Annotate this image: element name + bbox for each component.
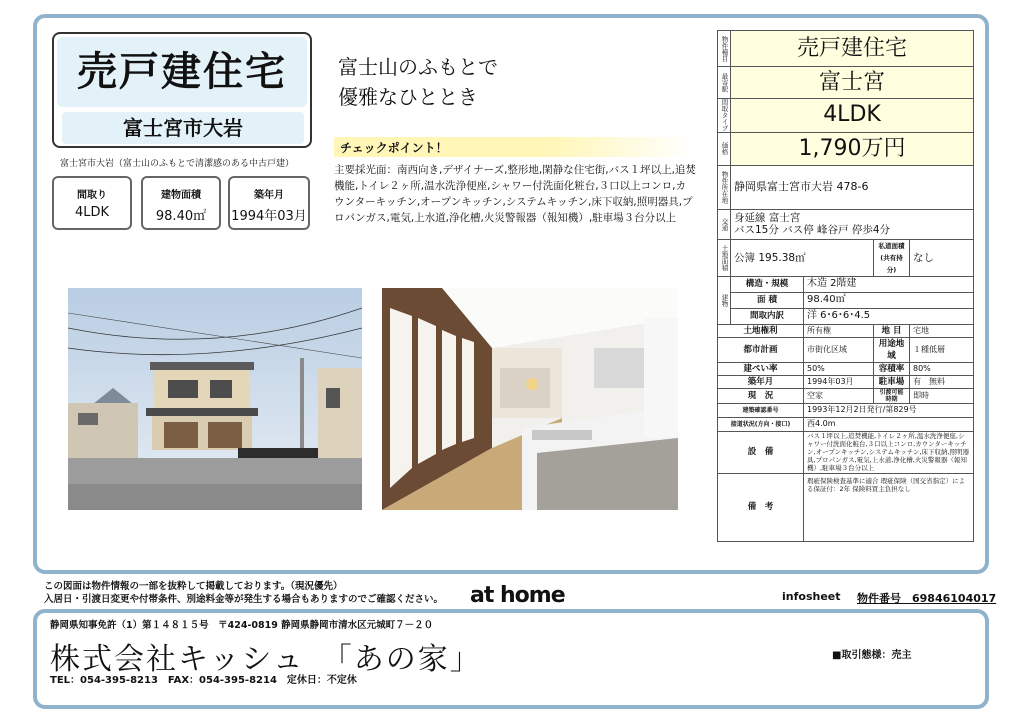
checkpoint-title: チェックポイント！ (340, 141, 448, 155)
subcaption: 富士宮市大岩（富士山のふもとで清潔感のある中古戸建） (60, 159, 295, 169)
value-equipment: バス１坪以上,追焚機能,トイレ２ヶ所,温水洗浄便座,シャワー付洗面化粧台,３口以上コンロ,カウンターキッチン,オープンキッチン,システムキッチン,床下収納,照明器具,プロパンガス,電気,上水道,浄化槽,火災警報器（報知機）,駐車場３台分以上 (804, 431, 974, 473)
title-box (52, 32, 312, 148)
disclaimer-line-2: 入居日・引渡日変更や付帯条件、別途料金等が発生する場合もありますのでご確認ください。 (44, 594, 444, 605)
value-confirm: 1993年12月2日発行/第829号 (804, 403, 974, 417)
value-parking: 有 無料 (910, 375, 974, 388)
label-address: 物件所在地 (718, 165, 731, 209)
value-price: 1,790万円 (731, 132, 974, 165)
label-zoning: 用途地域 (874, 337, 910, 362)
value-handover: 即時 (910, 388, 974, 403)
label-equipment: 設 備 (718, 431, 804, 473)
label-status: 現 況 (718, 388, 804, 403)
spec-box-built (228, 176, 310, 230)
label-price: 価格 (718, 132, 731, 165)
label-handover: 引渡可能時期 (874, 388, 910, 403)
headline: 富士山のふもとで 優雅なひととき (338, 55, 498, 109)
interior-photo (382, 288, 678, 510)
value-station: 富士宮 (731, 67, 974, 99)
property-spec-table (717, 30, 974, 542)
label-built: 築年月 (718, 375, 804, 388)
value-status: 空家 (804, 388, 874, 403)
value-land-cat: 宅地 (910, 324, 974, 337)
spec-value: 4LDK (74, 205, 110, 220)
label-private-road: 私道面積(共有持分) (874, 239, 910, 276)
value-far: 80% (910, 362, 974, 375)
label-area: 面 積 (731, 292, 804, 308)
company-name: 株式会社キッシュ 「あの家」 (50, 642, 482, 677)
disclaimer-line-1: この図面は物件情報の一部を抜粋して掲載しております。（現況優先） (44, 581, 343, 592)
value-private-road: なし (910, 239, 974, 276)
label-station: 最寄駅 (718, 67, 731, 99)
spec-box-layout (52, 176, 132, 230)
spec-value: 1994年03月 (231, 209, 307, 224)
trade-type: ■取引態様：売主 (832, 650, 912, 661)
value-built: 1994年03月 (804, 375, 874, 388)
value-area: 98.40㎡ (804, 292, 974, 308)
value-city-plan: 市街化区域 (804, 337, 874, 362)
label-type: 物件種目 (718, 31, 731, 67)
value-layout: 4LDK (731, 99, 974, 133)
label-confirm: 建築確認番号 (718, 403, 804, 417)
label-remarks: 備 考 (718, 473, 804, 541)
label-road: 接道状況(方向・接口) (718, 417, 804, 431)
spec-label: 間取り (77, 190, 107, 201)
label-far: 容積率 (874, 362, 910, 375)
value-remarks: 瑕疵保険検査基準に適合 瑕疵保険（国交省指定）による保証付：2年 保険料買主負担なし (804, 473, 974, 541)
value-land-right: 所有権 (804, 324, 874, 337)
infosheet-label: infosheet (782, 590, 841, 603)
spec-value: 98.40㎡ (155, 209, 207, 224)
label-city-plan: 都市計画 (718, 337, 804, 362)
label-layout: 間取タイプ (718, 99, 731, 133)
label-land-cat: 地 目 (874, 324, 910, 337)
label-land: 土地面積 (718, 239, 731, 276)
label-structure: 構造・規模 (731, 276, 804, 292)
label-building: 建物 (718, 276, 731, 324)
value-traffic-1: 身延線 富士宮 (734, 212, 801, 224)
label-bcr: 建ぺい率 (718, 362, 804, 375)
label-rooms: 間取内訳 (731, 308, 804, 324)
value-road: 西4.0m (804, 417, 974, 431)
spec-box-area (141, 176, 221, 230)
property-number: 物件番号 69846104017 (857, 592, 997, 605)
value-address: 静岡県富士宮市大岩 478-6 (731, 165, 974, 209)
label-land-right: 土地権利 (718, 324, 804, 337)
athome-logo: at home (470, 583, 565, 608)
value-land: 公簿 195.38㎡ (731, 239, 874, 276)
value-zoning: １種低層 (910, 337, 974, 362)
value-traffic-2: バス15分 バス停 峰谷戸 停歩4分 (734, 224, 891, 236)
property-title: 売戸建住宅 (57, 37, 307, 107)
spec-label: 築年月 (254, 190, 284, 201)
label-parking: 駐車場 (874, 375, 910, 388)
label-traffic: 交通 (718, 209, 731, 239)
value-rooms: 洋 6･6･6･4.5 (804, 308, 974, 324)
exterior-photo (68, 288, 362, 510)
value-structure: 木造 2階建 (804, 276, 974, 292)
disclaimer (44, 580, 443, 606)
license-address: 静岡県知事免許（1）第１４８１５号 〒424-0819 静岡県静岡市清水区元城町７－２０ (50, 620, 434, 631)
contact-info: TEL：054-395-8213 FAX：054-395-8214 定休日：不定休 (50, 675, 357, 686)
value-type: 売戸建住宅 (731, 31, 974, 67)
value-bcr: 50% (804, 362, 874, 375)
property-location: 富士宮市大岩 (62, 112, 304, 144)
spec-label: 建物面積 (161, 190, 201, 201)
checkpoint-text: 主要採光面：南西向き,デザイナーズ,整形地,閑静な住宅街,バス１坪以上,追焚機能,トイレ２ヶ所,温水洗浄便座,シャワー付洗面化粧台,３口以上コンロ,カウンターキッチン,オープンキッチン,システムキッチン,床下収納,照明器具,プロパンガス,電気,上水道,浄化槽,火災警報器（報知機）,駐車場３台分以上 (334, 164, 696, 224)
